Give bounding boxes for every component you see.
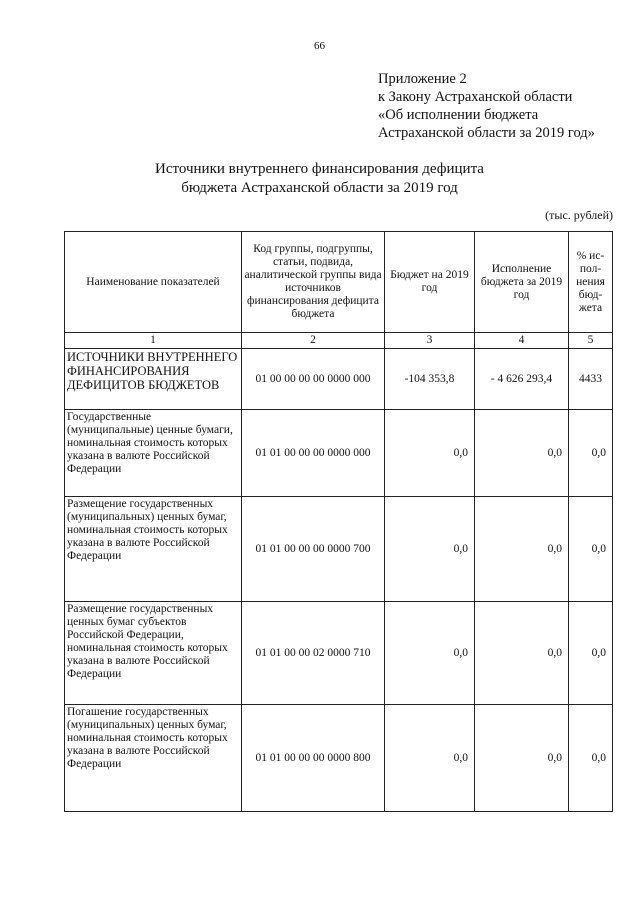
sources-table bbox=[64, 231, 613, 812]
row-name: Размещение государственных ценных бумаг субъектов Российской Федерации, номинальная стоимость которых указана в валюте Российской Федерации bbox=[65, 602, 242, 705]
row-budget: 0,0 bbox=[385, 410, 475, 497]
row-budget: -104 353,8 bbox=[385, 349, 475, 410]
row-code: 01 01 00 00 02 0000 710 bbox=[242, 602, 385, 705]
header-percent: % ис-пол-нения бюд-жета bbox=[569, 232, 613, 333]
title-line-2: бюджета Астраханской области за 2019 год bbox=[181, 180, 458, 196]
row-execution: 0,0 bbox=[475, 705, 569, 812]
header-budget: Бюджет на 2019 год bbox=[385, 232, 475, 333]
table-row bbox=[65, 602, 613, 705]
units-label: (тыс. рублей) bbox=[545, 208, 613, 222]
row-budget: 0,0 bbox=[385, 602, 475, 705]
column-number: 1 bbox=[65, 333, 242, 349]
table-header-row bbox=[65, 232, 613, 333]
row-percent: 0,0 bbox=[569, 705, 613, 812]
row-code: 01 00 00 00 00 0000 000 bbox=[242, 349, 385, 410]
row-budget: 0,0 bbox=[385, 705, 475, 812]
row-percent: 4433 bbox=[569, 349, 613, 410]
row-execution: 0,0 bbox=[475, 602, 569, 705]
header-name: Наименование показателей bbox=[65, 232, 242, 333]
column-number: 4 bbox=[475, 333, 569, 349]
table-row bbox=[65, 349, 613, 410]
row-name: Погашение государственных (муниципальных) ценных бумаг, номинальная стоимость которых указана в валюте Российской Федерации bbox=[65, 705, 242, 812]
row-execution: 0,0 bbox=[475, 497, 569, 602]
appendix-block bbox=[378, 70, 628, 142]
table-row bbox=[65, 705, 613, 812]
row-code: 01 01 00 00 00 0000 700 bbox=[242, 497, 385, 602]
row-percent: 0,0 bbox=[569, 602, 613, 705]
row-execution: - 4 626 293,4 bbox=[475, 349, 569, 410]
row-execution: 0,0 bbox=[475, 410, 569, 497]
table-row bbox=[65, 497, 613, 602]
row-code: 01 01 00 00 00 0000 000 bbox=[242, 410, 385, 497]
appendix-line-4: Астраханской области за 2019 год» bbox=[378, 125, 595, 141]
column-number: 2 bbox=[242, 333, 385, 349]
page-number: 66 bbox=[314, 40, 325, 52]
header-execution: Исполнение бюджета за 2019 год bbox=[475, 232, 569, 333]
column-number: 5 bbox=[569, 333, 613, 349]
row-name: Размещение государственных (муниципальных) ценных бумаг, номинальная стоимость которых указана в валюте Российской Федерации bbox=[65, 497, 242, 602]
row-budget: 0,0 bbox=[385, 497, 475, 602]
column-number-row bbox=[65, 333, 613, 349]
title-line-1: Источники внутреннего финансирования дефицита bbox=[155, 161, 484, 177]
column-number: 3 bbox=[385, 333, 475, 349]
row-name: Государственные (муниципальные) ценные бумаги, номинальная стоимость которых указана в валюте Российской Федерации bbox=[65, 410, 242, 497]
row-code: 01 01 00 00 00 0000 800 bbox=[242, 705, 385, 812]
appendix-line-3: «Об исполнении бюджета bbox=[378, 107, 539, 123]
row-name: ИСТОЧНИКИ ВНУТРЕННЕГО ФИНАНСИРОВАНИЯ ДЕФИЦИТОВ БЮДЖЕТОВ bbox=[65, 349, 242, 410]
appendix-line-2: к Закону Астраханской области bbox=[378, 89, 573, 105]
row-percent: 0,0 bbox=[569, 497, 613, 602]
table-row bbox=[65, 410, 613, 497]
document-title bbox=[0, 160, 639, 198]
appendix-line-1: Приложение 2 bbox=[378, 71, 467, 87]
row-percent: 0,0 bbox=[569, 410, 613, 497]
header-code: Код группы, подгруппы, статьи, подвида, аналитической группы вида источников финансирования дефицита бюджета bbox=[242, 232, 385, 333]
